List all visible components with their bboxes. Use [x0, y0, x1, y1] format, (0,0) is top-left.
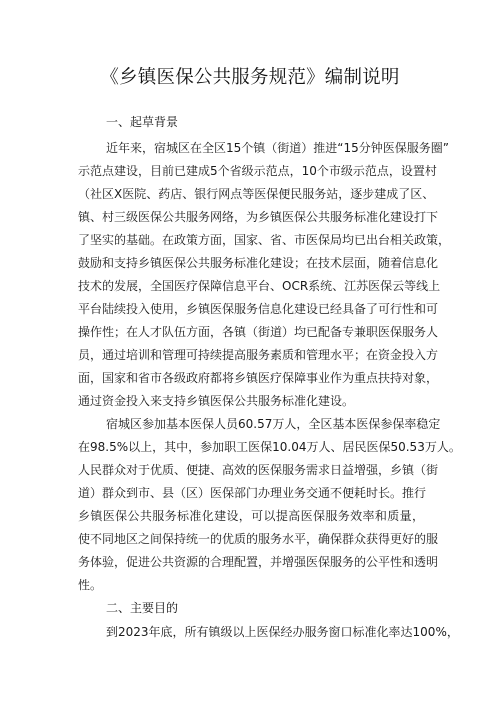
paragraph-line: 务体验，促进公共资源的合理配置，并增强医保服务的公平性和透明	[78, 555, 439, 569]
paragraph-line: 到2023年底，所有镇级以上医保经办服务窗口标准化率达100%，	[106, 625, 459, 639]
paragraph-line: 宿城区参加基本医保人员60.57万人，全区基本医保参保率稳定	[106, 417, 441, 431]
paragraph-line: 在98.5%以上，其中，参加职工医保10.04万人、居民医保50.53万人。	[78, 440, 461, 454]
paragraph-line: 操作性；在人才队伍方面，各镇（街道）均已配备专兼职医保服务人	[78, 325, 439, 339]
paragraph-line: 近年来，宿城区在全区15个镇（街道）推进“15分钟医保服务圈”	[106, 141, 449, 155]
paragraph-line: 通过资金投入来支持乡镇医保公共服务标准化建设。	[78, 394, 355, 408]
document-title: 《乡镇医保公共服务规范》编制说明	[100, 67, 400, 88]
paragraph-line: 人民群众对于优质、便捷、高效的医保服务需求日益增强，乡镇（街	[78, 463, 439, 477]
paragraph-line: 鼓励和支持乡镇医保公共服务标准化建设；在技术层面，随着信息化	[78, 256, 439, 270]
paragraph-line: 道）群众到市、县（区）医保部门办理业务交通不便耗时长。推行	[78, 486, 427, 500]
paragraph-line: 技术的发展，全国医疗保障信息平台、OCR系统、江苏医保云等线上	[78, 279, 441, 293]
paragraph-line: 乡镇医保公共服务标准化建设，可以提高医保服务效率和质量，	[78, 509, 424, 523]
paragraph-line: 了坚实的基础。在政策方面，国家、省、市医保局均已出台相关政策，	[78, 233, 451, 247]
paragraph-line: 镇、村三级医保公共服务网络，为乡镇医保公共服务标准化建设打下	[78, 210, 439, 224]
section-heading-purpose: 二、主要目的	[106, 601, 179, 615]
paragraph-line: 使不同地区之间保持统一的优质的服务水平，确保群众获得更好的服	[78, 532, 439, 546]
paragraph-line: 示范点建设，目前已建成5个省级示范点，10个市级示范点，设置村	[78, 164, 437, 178]
paragraph-line: 员，通过培训和管理可持续提高服务素质和管理水平；在资金投入方	[78, 348, 439, 362]
section-heading-background: 一、起草背景	[106, 115, 179, 129]
paragraph-line: 性。	[78, 578, 103, 592]
paragraph-line: 面，国家和省市各级政府都将乡镇医疗保障事业作为重点扶持对象，	[78, 371, 439, 385]
paragraph-line: 平台陆续投入使用，乡镇医保服务信息化建设已经具备了可行性和可	[78, 302, 439, 316]
paragraph-line: （社区X医院、药店、银行网点等医保便民服务站，逐步建成了区、	[78, 187, 435, 201]
